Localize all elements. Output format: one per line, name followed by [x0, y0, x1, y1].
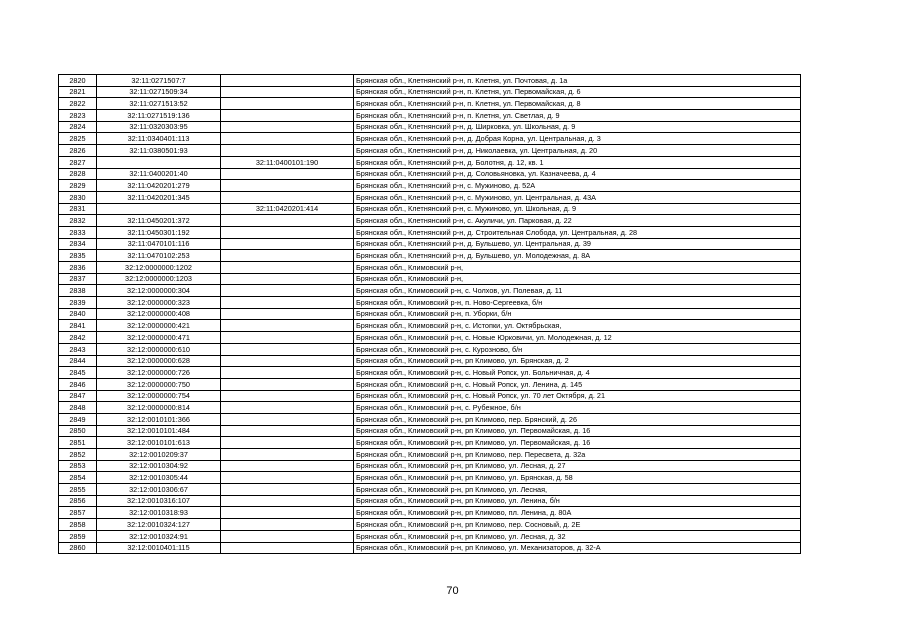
table-row [59, 203, 801, 215]
table-row [59, 156, 801, 168]
secondary-cadastral-number-cell [221, 343, 354, 355]
secondary-cadastral-number-cell [221, 320, 354, 332]
secondary-cadastral-number-cell: 32:11:0420201:414 [221, 203, 354, 215]
address-cell: Брянская обл., Клетнянский р-н, с. Мужиново, д. 52А [354, 180, 801, 192]
secondary-cadastral-number-cell: 32:11:0400101:190 [221, 156, 354, 168]
address-cell: Брянская обл., Климовский р-н, рп Климово, пер. Брянский, д. 26 [354, 413, 801, 425]
address-cell: Брянская обл., Клетнянский р-н, д. Соловьяновка, ул. Казначеева, д. 4 [354, 168, 801, 180]
cadastral-number-cell: 32:11:0400201:40 [97, 168, 221, 180]
cadastral-number-cell: 32:12:0000000:1202 [97, 262, 221, 274]
address-cell: Брянская обл., Климовский р-н, с. Новый Ропск, ул. Ленина, д. 145 [354, 378, 801, 390]
cadastral-number-cell: 32:12:0000000:726 [97, 367, 221, 379]
address-cell: Брянская обл., Климовский р-н, с. Рубежное, б/н [354, 402, 801, 414]
cadastral-number-cell: 32:12:0000000:628 [97, 355, 221, 367]
address-cell: Брянская обл., Климовский р-н, п. Ново-Сергеевка, б/н [354, 297, 801, 309]
row-number-cell: 2842 [59, 332, 97, 344]
row-number-cell: 2855 [59, 484, 97, 496]
cadastral-number-cell: 32:12:0010324:91 [97, 530, 221, 542]
secondary-cadastral-number-cell [221, 215, 354, 227]
cadastral-number-cell: 32:12:0010101:484 [97, 425, 221, 437]
cadastral-number-cell: 32:11:0420201:279 [97, 180, 221, 192]
row-number-cell: 2858 [59, 519, 97, 531]
row-number-cell: 2829 [59, 180, 97, 192]
secondary-cadastral-number-cell [221, 180, 354, 192]
row-number-cell: 2833 [59, 226, 97, 238]
secondary-cadastral-number-cell [221, 133, 354, 145]
address-cell: Брянская обл., Климовский р-н, рп Климово, ул. Лесная, [354, 484, 801, 496]
table-row [59, 332, 801, 344]
row-number-cell: 2834 [59, 238, 97, 250]
address-cell: Брянская обл., Климовский р-н, [354, 262, 801, 274]
table-row [59, 449, 801, 461]
secondary-cadastral-number-cell [221, 297, 354, 309]
secondary-cadastral-number-cell [221, 413, 354, 425]
address-cell: Брянская обл., Климовский р-н, рп Климово, ул. Первомайская, д. 16 [354, 425, 801, 437]
row-number-cell: 2830 [59, 191, 97, 203]
table-row [59, 308, 801, 320]
secondary-cadastral-number-cell [221, 262, 354, 274]
row-number-cell: 2837 [59, 273, 97, 285]
secondary-cadastral-number-cell [221, 542, 354, 554]
row-number-cell: 2844 [59, 355, 97, 367]
cadastral-number-cell: 32:12:0000000:471 [97, 332, 221, 344]
table-row [59, 145, 801, 157]
cadastral-number-cell: 32:12:0010304:92 [97, 460, 221, 472]
table-row [59, 425, 801, 437]
cadastral-number-cell: 32:12:0000000:750 [97, 378, 221, 390]
address-cell: Брянская обл., Клетнянский р-н, д. Болотня, д. 12, кв. 1 [354, 156, 801, 168]
secondary-cadastral-number-cell [221, 519, 354, 531]
row-number-cell: 2846 [59, 378, 97, 390]
secondary-cadastral-number-cell [221, 110, 354, 122]
address-cell: Брянская обл., Клетнянский р-н, п. Клетня, ул. Светлая, д. 9 [354, 110, 801, 122]
cadastral-number-cell: 32:11:0340401:113 [97, 133, 221, 145]
cadastral-number-cell: 32:11:0420201:345 [97, 191, 221, 203]
table-row [59, 472, 801, 484]
cadastral-number-cell: 32:11:0271519:136 [97, 110, 221, 122]
cadastral-number-cell: 32:11:0271509:34 [97, 86, 221, 98]
row-number-cell: 2848 [59, 402, 97, 414]
row-number-cell: 2836 [59, 262, 97, 274]
table-row [59, 507, 801, 519]
property-registry-table [58, 74, 801, 554]
cadastral-number-cell: 32:11:0380501:93 [97, 145, 221, 157]
table-row [59, 378, 801, 390]
table-row [59, 110, 801, 122]
cadastral-number-cell: 32:11:0320303:95 [97, 121, 221, 133]
table-row [59, 519, 801, 531]
cadastral-number-cell: 32:12:0010318:93 [97, 507, 221, 519]
row-number-cell: 2826 [59, 145, 97, 157]
secondary-cadastral-number-cell [221, 472, 354, 484]
address-cell: Брянская обл., Климовский р-н, рп Климово, ул. Брянская, д. 58 [354, 472, 801, 484]
address-cell: Брянская обл., Клетнянский р-н, п. Клетня, ул. Почтовая, д. 1а [354, 75, 801, 87]
table-row [59, 262, 801, 274]
row-number-cell: 2845 [59, 367, 97, 379]
row-number-cell: 2821 [59, 86, 97, 98]
address-cell: Брянская обл., Клетнянский р-н, с. Акуличи, ул. Парковая, д. 22 [354, 215, 801, 227]
row-number-cell: 2841 [59, 320, 97, 332]
address-cell: Брянская обл., Климовский р-н, с. Курозново, б/н [354, 343, 801, 355]
secondary-cadastral-number-cell [221, 238, 354, 250]
secondary-cadastral-number-cell [221, 437, 354, 449]
address-cell: Брянская обл., Климовский р-н, рп Климово, пер. Сосновый, д. 2Е [354, 519, 801, 531]
secondary-cadastral-number-cell [221, 191, 354, 203]
cadastral-number-cell: 32:12:0000000:754 [97, 390, 221, 402]
row-number-cell: 2857 [59, 507, 97, 519]
table-row [59, 402, 801, 414]
cadastral-number-cell: 32:12:0000000:610 [97, 343, 221, 355]
row-number-cell: 2838 [59, 285, 97, 297]
row-number-cell: 2860 [59, 542, 97, 554]
secondary-cadastral-number-cell [221, 449, 354, 461]
secondary-cadastral-number-cell [221, 495, 354, 507]
table-row [59, 191, 801, 203]
address-cell: Брянская обл., Климовский р-н, рп Климово, ул. Брянская, д. 2 [354, 355, 801, 367]
address-cell: Брянская обл., Клетнянский р-н, д. Николаевка, ул. Центральная, д. 20 [354, 145, 801, 157]
cadastral-number-cell: 32:12:0010401:115 [97, 542, 221, 554]
row-number-cell: 2835 [59, 250, 97, 262]
table-row [59, 320, 801, 332]
table-row [59, 133, 801, 145]
secondary-cadastral-number-cell [221, 355, 354, 367]
table-row [59, 343, 801, 355]
address-cell: Брянская обл., Клетнянский р-н, с. Мужиново, ул. Центральная, д. 43А [354, 191, 801, 203]
cadastral-number-cell: 32:12:0010209:37 [97, 449, 221, 461]
row-number-cell: 2827 [59, 156, 97, 168]
row-number-cell: 2820 [59, 75, 97, 87]
page-number: 70 [446, 585, 459, 597]
secondary-cadastral-number-cell [221, 390, 354, 402]
table-row [59, 98, 801, 110]
secondary-cadastral-number-cell [221, 332, 354, 344]
address-cell: Брянская обл., Клетнянский р-н, д. Бульшево, ул. Молодежная, д. 8А [354, 250, 801, 262]
address-cell: Брянская обл., Климовский р-н, рп Климово, ул. Первомайская, д. 16 [354, 437, 801, 449]
table-row [59, 238, 801, 250]
table-row [59, 86, 801, 98]
table-row [59, 542, 801, 554]
secondary-cadastral-number-cell [221, 168, 354, 180]
row-number-cell: 2850 [59, 425, 97, 437]
address-cell: Брянская обл., Климовский р-н, с. Истопки, ул. Октябрьская, [354, 320, 801, 332]
address-cell: Брянская обл., Клетнянский р-н, с. Мужиново, ул. Школьная, д. 9 [354, 203, 801, 215]
table-row [59, 215, 801, 227]
cadastral-number-cell [97, 203, 221, 215]
secondary-cadastral-number-cell [221, 86, 354, 98]
row-number-cell: 2825 [59, 133, 97, 145]
row-number-cell: 2849 [59, 413, 97, 425]
cadastral-number-cell: 32:12:0000000:408 [97, 308, 221, 320]
table-row [59, 121, 801, 133]
cadastral-number-cell: 32:11:0470101:116 [97, 238, 221, 250]
row-number-cell: 2832 [59, 215, 97, 227]
table-row [59, 367, 801, 379]
address-cell: Брянская обл., Климовский р-н, п. Уборки, б/н [354, 308, 801, 320]
row-number-cell: 2856 [59, 495, 97, 507]
address-cell: Брянская обл., Клетнянский р-н, д. Бульшево, ул. Центральная, д. 39 [354, 238, 801, 250]
secondary-cadastral-number-cell [221, 378, 354, 390]
row-number-cell: 2824 [59, 121, 97, 133]
table-row [59, 226, 801, 238]
address-cell: Брянская обл., Клетнянский р-н, д. Добрая Корна, ул. Центральная, д. 3 [354, 133, 801, 145]
secondary-cadastral-number-cell [221, 75, 354, 87]
secondary-cadastral-number-cell [221, 250, 354, 262]
secondary-cadastral-number-cell [221, 226, 354, 238]
address-cell: Брянская обл., Климовский р-н, с. Новый Ропск, ул. Больничная, д. 4 [354, 367, 801, 379]
secondary-cadastral-number-cell [221, 308, 354, 320]
row-number-cell: 2839 [59, 297, 97, 309]
cadastral-number-cell: 32:11:0450201:372 [97, 215, 221, 227]
cadastral-number-cell: 32:12:0000000:323 [97, 297, 221, 309]
table-row [59, 390, 801, 402]
table-row [59, 484, 801, 496]
secondary-cadastral-number-cell [221, 507, 354, 519]
address-cell: Брянская обл., Климовский р-н, рп Климово, ул. Лесная, д. 32 [354, 530, 801, 542]
row-number-cell: 2859 [59, 530, 97, 542]
row-number-cell: 2822 [59, 98, 97, 110]
cadastral-number-cell [97, 156, 221, 168]
cadastral-number-cell: 32:11:0470102:253 [97, 250, 221, 262]
table-row [59, 437, 801, 449]
table-row [59, 168, 801, 180]
table-row [59, 530, 801, 542]
cadastral-number-cell: 32:12:0000000:1203 [97, 273, 221, 285]
row-number-cell: 2843 [59, 343, 97, 355]
address-cell: Брянская обл., Климовский р-н, с. Чолхов, ул. Полевая, д. 11 [354, 285, 801, 297]
cadastral-number-cell: 32:12:0010306:67 [97, 484, 221, 496]
address-cell: Брянская обл., Климовский р-н, с. Новые Юрковичи, ул. Молодежная, д. 12 [354, 332, 801, 344]
secondary-cadastral-number-cell [221, 145, 354, 157]
secondary-cadastral-number-cell [221, 460, 354, 472]
secondary-cadastral-number-cell [221, 484, 354, 496]
row-number-cell: 2853 [59, 460, 97, 472]
table-row [59, 495, 801, 507]
table-row [59, 297, 801, 309]
cadastral-number-cell: 32:12:0010324:127 [97, 519, 221, 531]
row-number-cell: 2840 [59, 308, 97, 320]
address-cell: Брянская обл., Климовский р-н, рп Климово, ул. Лесная, д. 27 [354, 460, 801, 472]
address-cell: Брянская обл., Клетнянский р-н, д. Ширковка, ул. Школьная, д. 9 [354, 121, 801, 133]
secondary-cadastral-number-cell [221, 98, 354, 110]
table-row [59, 180, 801, 192]
address-cell: Брянская обл., Климовский р-н, с. Новый Ропск, ул. 70 лет Октября, д. 21 [354, 390, 801, 402]
secondary-cadastral-number-cell [221, 402, 354, 414]
table-row [59, 250, 801, 262]
row-number-cell: 2854 [59, 472, 97, 484]
cadastral-number-cell: 32:12:0010101:613 [97, 437, 221, 449]
secondary-cadastral-number-cell [221, 530, 354, 542]
cadastral-number-cell: 32:12:0000000:421 [97, 320, 221, 332]
cadastral-number-cell: 32:12:0010101:366 [97, 413, 221, 425]
table-row [59, 75, 801, 87]
cadastral-number-cell: 32:12:0010305:44 [97, 472, 221, 484]
row-number-cell: 2847 [59, 390, 97, 402]
secondary-cadastral-number-cell [221, 425, 354, 437]
secondary-cadastral-number-cell [221, 285, 354, 297]
address-cell: Брянская обл., Клетнянский р-н, д. Строительная Слобода, ул. Центральная, д. 28 [354, 226, 801, 238]
cadastral-number-cell: 32:11:0271507:7 [97, 75, 221, 87]
cadastral-number-cell: 32:11:0271513:52 [97, 98, 221, 110]
table-row [59, 273, 801, 285]
cadastral-number-cell: 32:12:0000000:304 [97, 285, 221, 297]
row-number-cell: 2831 [59, 203, 97, 215]
secondary-cadastral-number-cell [221, 121, 354, 133]
secondary-cadastral-number-cell [221, 273, 354, 285]
row-number-cell: 2851 [59, 437, 97, 449]
registry-table-body [59, 75, 801, 554]
table-row [59, 460, 801, 472]
address-cell: Брянская обл., Клетнянский р-н, п. Клетня, ул. Первомайская, д. 6 [354, 86, 801, 98]
cadastral-number-cell: 32:12:0010316:107 [97, 495, 221, 507]
address-cell: Брянская обл., Климовский р-н, [354, 273, 801, 285]
cadastral-number-cell: 32:11:0450301:192 [97, 226, 221, 238]
address-cell: Брянская обл., Климовский р-н, рп Климово, пер. Пересвета, д. 32а [354, 449, 801, 461]
address-cell: Брянская обл., Климовский р-н, рп Климово, пл. Ленина, д. 80А [354, 507, 801, 519]
address-cell: Брянская обл., Климовский р-н, рп Климово, ул. Ленина, б/н [354, 495, 801, 507]
row-number-cell: 2852 [59, 449, 97, 461]
table-row [59, 413, 801, 425]
row-number-cell: 2823 [59, 110, 97, 122]
address-cell: Брянская обл., Клетнянский р-н, п. Клетня, ул. Первомайская, д. 8 [354, 98, 801, 110]
address-cell: Брянская обл., Климовский р-н, рп Климово, ул. Механизаторов, д. 32-А [354, 542, 801, 554]
row-number-cell: 2828 [59, 168, 97, 180]
table-row [59, 355, 801, 367]
secondary-cadastral-number-cell [221, 367, 354, 379]
cadastral-number-cell: 32:12:0000000:814 [97, 402, 221, 414]
table-row [59, 285, 801, 297]
